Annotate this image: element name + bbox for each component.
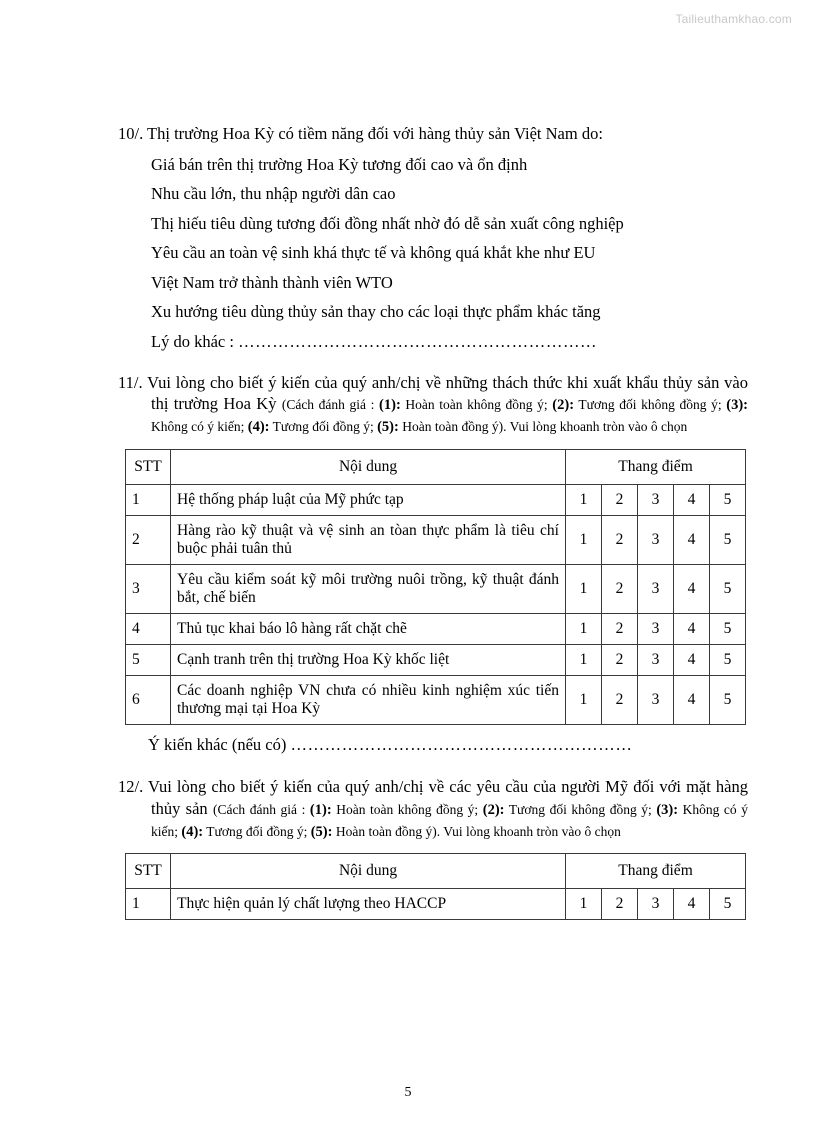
score-option-2[interactable]: 2: [602, 516, 638, 565]
score-option-2[interactable]: 2: [602, 889, 638, 920]
scale-key-2: (2):: [552, 397, 575, 414]
scale-text-3: Không có ý kiến;: [151, 801, 748, 839]
score-option-5[interactable]: 5: [710, 889, 746, 920]
score-option-3[interactable]: 3: [638, 676, 674, 725]
scale-text-1: Hoàn toàn không đồng ý;: [331, 801, 483, 817]
cell-stt: 5: [126, 645, 171, 676]
score-option-3[interactable]: 3: [638, 565, 674, 614]
scale-key-4: (4):: [247, 419, 270, 436]
scale-key-3: (3):: [656, 801, 679, 818]
scale-text-1: Hoàn toàn không đồng ý;: [400, 397, 553, 413]
score-option-4[interactable]: 4: [674, 645, 710, 676]
score-option-4[interactable]: 4: [674, 565, 710, 614]
question-10-number: 10/.: [118, 124, 144, 143]
header-thangdiem: Thang điểm: [566, 854, 746, 889]
option-item: Giá bán trên thị trường Hoa Kỳ tương đối cao và ổn định: [151, 154, 528, 174]
score-option-5[interactable]: 5: [710, 645, 746, 676]
scale-key-5: (5):: [310, 823, 333, 840]
scale-key-4: (4):: [181, 823, 204, 840]
cell-content: Yêu cầu kiểm soát kỹ môi trường nuôi trồng, kỹ thuật đánh bắt, chế biến: [171, 565, 566, 614]
scale-key-3: (3):: [726, 397, 748, 414]
score-option-2[interactable]: 2: [602, 565, 638, 614]
score-option-4[interactable]: 4: [674, 676, 710, 725]
cell-stt: 1: [126, 889, 171, 920]
score-option-1[interactable]: 1: [566, 485, 602, 516]
table-row: [126, 485, 746, 516]
table-row: [126, 565, 746, 614]
question-10-stem: [118, 126, 748, 143]
question-11-number: 11/.: [118, 373, 143, 392]
option-item: Thị hiếu tiêu dùng tương đối đồng nhất nhờ đó dễ sản xuất công nghiệp: [151, 213, 624, 233]
score-option-3[interactable]: 3: [638, 516, 674, 565]
score-option-1[interactable]: 1: [566, 676, 602, 725]
question-10-stem-text: Thị trường Hoa Kỳ có tiềm năng đối với hàng thủy sản Việt Nam do:: [147, 124, 603, 143]
score-option-1[interactable]: 1: [566, 614, 602, 645]
header-noidung: Nội dung: [171, 854, 566, 889]
scale-key-1: (1):: [379, 397, 401, 414]
question-11-scale-intro: (Cách đánh giá :: [281, 397, 380, 413]
question-12: [118, 776, 748, 841]
scale-text-2: Tương đối không đồng ý;: [574, 397, 727, 413]
table-header-row: [126, 450, 746, 485]
score-option-3[interactable]: 3: [638, 485, 674, 516]
cell-stt: 6: [126, 676, 171, 725]
option-item: Xu hướng tiêu dùng thủy sản thay cho các loại thực phẩm khác tăng: [151, 302, 601, 321]
option-other: [151, 331, 748, 351]
cell-stt: 2: [126, 516, 171, 565]
option-item: Yêu cầu an toàn vệ sinh khá thực tế và không quá khắt khe như EU: [151, 243, 596, 262]
score-option-4[interactable]: 4: [674, 485, 710, 516]
cell-content: Các doanh nghiệp VN chưa có nhiều kinh nghiệm xúc tiến thương mại tại Hoa Kỳ: [171, 676, 566, 725]
scale-key-2: (2):: [482, 801, 505, 818]
score-option-2[interactable]: 2: [602, 614, 638, 645]
table-row: [126, 676, 746, 725]
option-item: Việt Nam trở thành thành viên WTO: [151, 272, 393, 292]
score-option-5[interactable]: 5: [710, 676, 746, 725]
score-option-4[interactable]: 4: [674, 516, 710, 565]
question-12-stem-text: Vui lòng cho biết ý kiến của quý anh/chị về các yêu cầu của người Mỹ đối với mặt hàng thủy sản: [148, 777, 749, 818]
score-option-5[interactable]: 5: [710, 565, 746, 614]
header-thangdiem: Thang điểm: [566, 450, 746, 485]
question-11: [118, 372, 748, 437]
scale-key-1: (1):: [309, 801, 332, 818]
table-row: [126, 645, 746, 676]
survey-table-11: [125, 449, 746, 725]
question-11-scale-outro: Vui lòng khoanh tròn vào ô chọn: [509, 419, 688, 435]
scale-text-4: Tương đối đồng ý;: [203, 823, 311, 839]
score-option-3[interactable]: 3: [638, 889, 674, 920]
cell-stt: 1: [126, 485, 171, 516]
cell-content: Thực hiện quản lý chất lượng theo HACCP: [171, 889, 566, 920]
score-option-4[interactable]: 4: [674, 614, 710, 645]
score-option-2[interactable]: 2: [602, 676, 638, 725]
scale-text-5: Hoàn toàn đồng ý).: [332, 823, 444, 839]
cell-content: Thủ tục khai báo lô hàng rất chặt chẽ: [171, 614, 566, 645]
cell-stt: 3: [126, 565, 171, 614]
survey-table-12: [125, 853, 746, 920]
score-option-1[interactable]: 1: [566, 565, 602, 614]
header-noidung: Nội dung: [171, 450, 566, 485]
header-stt: STT: [126, 450, 171, 485]
table-row: [126, 614, 746, 645]
score-option-3[interactable]: 3: [638, 614, 674, 645]
question-12-number: 12/.: [118, 777, 144, 797]
question-10-options: [118, 154, 748, 351]
question-12-scale-intro: (Cách đánh giá :: [212, 801, 310, 817]
page-number: 5: [404, 1085, 412, 1100]
scale-text-2: Tương đối không đồng ý;: [504, 801, 657, 817]
table-row: [126, 889, 746, 920]
score-option-1[interactable]: 1: [566, 645, 602, 676]
other-opinion-dots: ……………………………………………………: [290, 735, 633, 755]
cell-content: Hàng rào kỹ thuật và vệ sinh an tòan thực phẩm là tiêu chí buộc phải tuân thủ: [171, 516, 566, 565]
scale-text-3: Không có ý kiến;: [151, 419, 248, 435]
document-content: [118, 126, 748, 920]
question-12-scale-outro: Vui lòng khoanh tròn vào ô chọn: [443, 823, 621, 839]
scale-text-5: Hoàn toàn đồng ý).: [398, 419, 510, 435]
score-option-2[interactable]: 2: [602, 645, 638, 676]
other-opinion-label: Ý kiến khác (nếu có): [148, 735, 291, 755]
question-11-other-opinion: [118, 736, 748, 754]
score-option-5[interactable]: 5: [710, 614, 746, 645]
cell-content: Cạnh tranh trên thị trường Hoa Kỳ khốc liệt: [171, 645, 566, 676]
question-12-stem: [118, 776, 748, 841]
score-option-5[interactable]: 5: [710, 516, 746, 565]
option-other-dots: ………………………………………………………: [238, 331, 598, 351]
header-stt: STT: [126, 854, 171, 889]
table-row: [126, 516, 746, 565]
score-option-2[interactable]: 2: [602, 485, 638, 516]
scale-key-5: (5):: [377, 419, 399, 436]
question-10: [118, 126, 748, 350]
score-option-3[interactable]: 3: [638, 645, 674, 676]
score-option-1[interactable]: 1: [566, 889, 602, 920]
option-other-label: Lý do khác :: [151, 331, 239, 351]
cell-stt: 4: [126, 614, 171, 645]
option-item: Nhu cầu lớn, thu nhập người dân cao: [151, 184, 396, 203]
question-11-stem-text: Vui lòng cho biết ý kiến của quý anh/chị về những thách thức khi xuất khẩu thủy sản vào thị trường Hoa Kỳ: [147, 373, 748, 414]
table-header-row: [126, 854, 746, 889]
question-11-stem: [118, 372, 748, 437]
score-option-4[interactable]: 4: [674, 889, 710, 920]
watermark: Tailieuthamkhao.com: [675, 12, 792, 26]
cell-content: Hệ thống pháp luật của Mỹ phức tạp: [171, 485, 566, 516]
score-option-5[interactable]: 5: [710, 485, 746, 516]
scale-text-4: Tương đối đồng ý;: [269, 419, 378, 435]
score-option-1[interactable]: 1: [566, 516, 602, 565]
